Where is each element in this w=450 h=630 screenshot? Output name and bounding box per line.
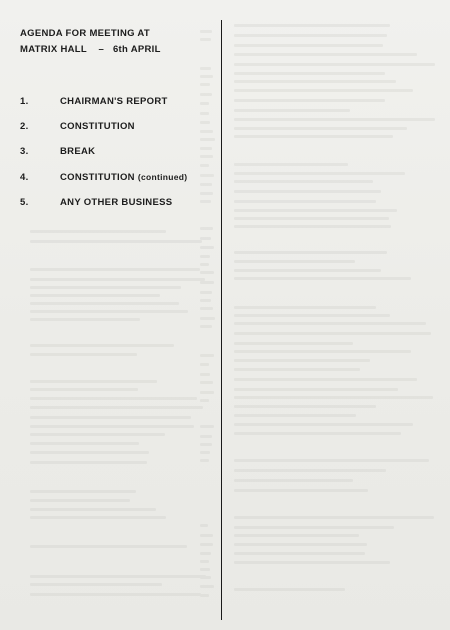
- bleed-through-line: [234, 63, 435, 66]
- bleed-through-line: [234, 516, 434, 519]
- bleed-through-line: [200, 183, 212, 186]
- bleed-through-line: [30, 490, 136, 493]
- bleed-through-line: [234, 561, 390, 564]
- bleed-through-line: [234, 99, 385, 102]
- bleed-through-line: [200, 459, 209, 462]
- bleed-through-line: [234, 260, 355, 263]
- bleed-through-line: [30, 230, 166, 233]
- bleed-through-line: [234, 423, 413, 426]
- bleed-through-line: [200, 354, 214, 357]
- agenda-item-number: 3.: [20, 146, 29, 157]
- bleed-through-line: [234, 322, 426, 325]
- agenda-item-label: CONSTITUTION: [60, 121, 135, 132]
- bleed-through-line: [234, 127, 407, 130]
- bleed-through-line: [200, 443, 212, 446]
- bleed-through-line: [200, 307, 213, 310]
- bleed-through-line: [30, 397, 197, 400]
- bleed-through-line: [234, 72, 385, 75]
- bleed-through-line: [30, 442, 139, 445]
- bleed-through-line: [30, 318, 140, 321]
- bleed-through-line: [30, 406, 203, 409]
- bleed-through-line: [234, 277, 411, 280]
- bleed-through-line: [234, 388, 398, 391]
- agenda-title: [20, 26, 161, 58]
- bleed-through-line: [30, 380, 157, 383]
- bleed-through-line: [200, 200, 211, 203]
- bleed-through-line: [234, 588, 345, 591]
- bleed-through-line: [234, 432, 401, 435]
- bleed-through-line: [234, 89, 413, 92]
- bleed-through-line: [234, 109, 350, 112]
- bleed-through-line: [30, 508, 156, 511]
- bleed-through-line: [234, 350, 411, 353]
- bleed-through-line: [200, 399, 209, 402]
- bleed-through-line: [200, 299, 211, 302]
- bleed-through-line: [234, 526, 394, 529]
- agenda-item-number: 4.: [20, 172, 29, 183]
- bleed-through-line: [234, 251, 387, 254]
- bleed-through-line: [200, 317, 215, 320]
- bleed-through-line: [30, 433, 165, 436]
- bleed-through-line: [30, 499, 130, 502]
- bleed-through-line: [234, 200, 376, 203]
- agenda-item-label: CONSTITUTION: [60, 172, 135, 183]
- bleed-through-line: [234, 34, 387, 37]
- bleed-through-line: [200, 325, 212, 328]
- bleed-through-line: [234, 306, 376, 309]
- bleed-through-line: [234, 163, 348, 166]
- bleed-through-line: [234, 368, 360, 371]
- bleed-through-line: [200, 568, 210, 571]
- bleed-through-line: [234, 314, 390, 317]
- agenda-item-label: ANY OTHER BUSINESS: [60, 197, 173, 208]
- bleed-through-line: [200, 363, 209, 366]
- bleed-through-line: [234, 378, 417, 381]
- bleed-through-line: [200, 373, 210, 376]
- bleed-through-line: [234, 217, 389, 220]
- bleed-through-line: [234, 180, 373, 183]
- bleed-through-line: [30, 416, 191, 419]
- agenda-item-number: 2.: [20, 121, 29, 132]
- bleed-through-line: [200, 594, 209, 597]
- bleed-through-line: [200, 75, 213, 78]
- bleed-through-line: [200, 93, 212, 96]
- title-line-2: MATRIX HALL – 6th APRIL: [20, 44, 161, 55]
- column-divider: [221, 20, 222, 620]
- bleed-through-line: [30, 451, 149, 454]
- bleed-through-line: [30, 286, 181, 289]
- bleed-through-line: [234, 209, 397, 212]
- bleed-through-line: [234, 190, 381, 193]
- bleed-through-line: [200, 381, 213, 384]
- bleed-through-line: [30, 461, 147, 464]
- bleed-through-line: [30, 388, 138, 391]
- bleed-through-line: [30, 294, 160, 297]
- title-line-1: AGENDA FOR MEETING AT: [20, 28, 150, 39]
- bleed-through-line: [200, 83, 210, 86]
- bleed-through-line: [200, 391, 214, 394]
- bleed-through-line: [200, 451, 210, 454]
- bleed-through-line: [200, 543, 213, 546]
- bleed-through-line: [200, 121, 210, 124]
- bleed-through-line: [30, 302, 179, 305]
- agenda-item-1: [20, 96, 168, 107]
- bleed-through-line: [234, 172, 405, 175]
- bleed-through-line: [200, 192, 213, 195]
- bleed-through-line: [200, 138, 215, 141]
- bleed-through-line: [30, 575, 206, 578]
- bleed-through-line: [200, 435, 212, 438]
- bleed-through-line: [234, 414, 356, 417]
- bleed-through-line: [200, 271, 214, 274]
- bleed-through-line: [200, 164, 209, 167]
- bleed-through-line: [200, 552, 211, 555]
- bleed-through-line: [200, 534, 213, 537]
- bleed-through-line: [234, 489, 368, 492]
- bleed-through-line: [200, 281, 214, 284]
- bleed-through-line: [200, 147, 212, 150]
- bleed-through-line: [200, 30, 212, 33]
- agenda-item-note: (continued): [137, 172, 188, 182]
- bleed-through-line: [30, 593, 201, 596]
- bleed-through-line: [234, 479, 353, 482]
- bleed-through-line: [234, 24, 390, 27]
- agenda-item-label: CHAIRMAN'S REPORT: [60, 96, 168, 107]
- bleed-through-line: [200, 155, 213, 158]
- bleed-through-line: [200, 524, 208, 527]
- bleed-through-line: [234, 469, 386, 472]
- agenda-item-number: 1.: [20, 96, 29, 107]
- bleed-through-line: [234, 53, 417, 56]
- bleed-through-line: [200, 585, 214, 588]
- bleed-through-line: [200, 38, 211, 41]
- bleed-through-line: [234, 118, 435, 121]
- bleed-through-line: [234, 534, 359, 537]
- bleed-through-line: [200, 67, 211, 70]
- bleed-through-line: [234, 396, 433, 399]
- bleed-through-line: [200, 112, 209, 115]
- agenda-item-5: [20, 197, 172, 208]
- bleed-through-line: [200, 102, 209, 105]
- bleed-through-line: [30, 310, 188, 313]
- agenda-item-number: 5.: [20, 197, 29, 208]
- agenda-item-3: [20, 146, 95, 157]
- bleed-through-line: [234, 135, 393, 138]
- agenda-item-4: [20, 172, 187, 183]
- bleed-through-line: [200, 130, 213, 133]
- bleed-through-line: [234, 44, 383, 47]
- bleed-through-line: [234, 342, 353, 345]
- bleed-through-line: [200, 263, 209, 266]
- bleed-through-line: [30, 278, 205, 281]
- bleed-through-line: [30, 425, 194, 428]
- bleed-through-line: [234, 269, 381, 272]
- bleed-through-line: [234, 332, 431, 335]
- bleed-through-line: [200, 227, 213, 230]
- bleed-through-line: [30, 344, 174, 347]
- bleed-through-line: [234, 225, 391, 228]
- bleed-through-line: [30, 516, 166, 519]
- agenda-item-label: BREAK: [60, 146, 96, 157]
- bleed-through-line: [200, 255, 210, 258]
- bleed-through-line: [30, 240, 202, 243]
- agenda-item-2: [20, 121, 135, 132]
- bleed-through-line: [234, 552, 365, 555]
- bleed-through-line: [30, 353, 137, 356]
- bleed-through-line: [200, 560, 209, 563]
- bleed-through-line: [234, 80, 396, 83]
- bleed-through-line: [200, 174, 214, 177]
- bleed-through-line: [234, 543, 367, 546]
- bleed-through-line: [30, 545, 187, 548]
- bleed-through-line: [200, 246, 214, 249]
- bleed-through-line: [30, 583, 162, 586]
- bleed-through-line: [200, 425, 214, 428]
- bleed-through-line: [234, 459, 429, 462]
- bleed-through-line: [234, 359, 370, 362]
- bleed-through-line: [30, 268, 200, 271]
- bleed-through-line: [200, 291, 212, 294]
- bleed-through-line: [234, 405, 376, 408]
